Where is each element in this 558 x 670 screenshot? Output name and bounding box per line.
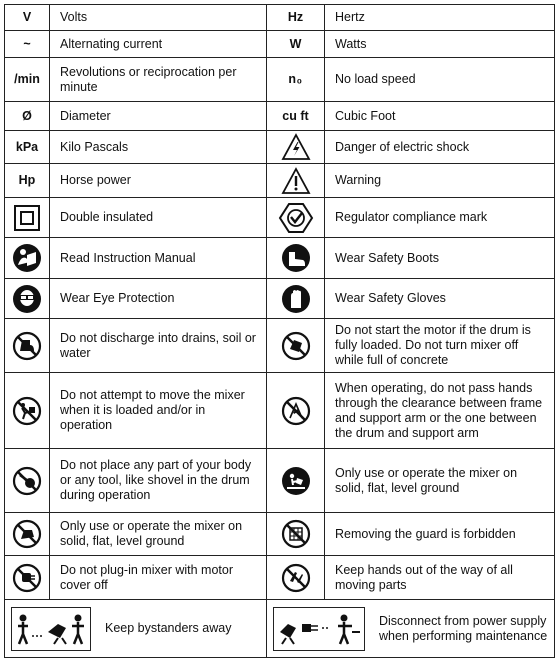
table-row [5, 279, 555, 319]
no-discharge-label: Do not discharge into drains, soil or water [50, 319, 267, 373]
per-minute-label: Revolutions or reciprocation per minute [50, 58, 267, 102]
regulator-compliance-mark-icon [267, 198, 325, 238]
table-row [5, 198, 555, 238]
safety-boots-label: Wear Safety Boots [325, 238, 555, 279]
disconnect-power-icon [273, 607, 365, 651]
electric-shock-label: Danger of electric shock [325, 131, 555, 164]
kilo-pascals-label: Kilo Pascals [50, 131, 267, 164]
no-start-loaded-icon [267, 319, 325, 373]
table-row [5, 373, 555, 449]
keep-hands-out-label: Keep hands out of the way of all moving parts [325, 556, 555, 600]
no-body-in-drum-icon [5, 449, 50, 513]
level-ground-icon [267, 449, 325, 513]
double-insulated-label: Double insulated [50, 198, 267, 238]
no-start-loaded-label: Do not start the motor if the drum is fully loaded. Do not turn mixer off while full of concrete [325, 319, 555, 373]
warning-label: Warning [325, 164, 555, 198]
safety-gloves-label: Wear Safety Gloves [325, 279, 555, 319]
cubic-foot-symbol: cu ft [267, 102, 325, 131]
table-row [5, 319, 555, 373]
bystanders-cell [5, 600, 267, 658]
no-move-loaded-icon [5, 373, 50, 449]
eye-protection-label: Wear Eye Protection [50, 279, 267, 319]
table-row [5, 449, 555, 513]
electric-shock-warning-icon [267, 131, 325, 164]
warning-triangle-icon [267, 164, 325, 198]
horse-power-label: Horse power [50, 164, 267, 198]
no-hands-clearance-icon [267, 373, 325, 449]
horse-power-symbol: Hp [5, 164, 50, 198]
read-manual-label: Read Instruction Manual [50, 238, 267, 279]
no-remove-guard-icon [267, 513, 325, 556]
level-ground-icon [5, 513, 50, 556]
volts-label: Volts [50, 5, 267, 31]
safety-boots-icon [267, 238, 325, 279]
no-remove-guard-label: Removing the guard is forbidden [325, 513, 555, 556]
cubic-foot-label: Cubic Foot [325, 102, 555, 131]
per-minute-symbol: /min [5, 58, 50, 102]
level-ground-label: Only use or operate the mixer on solid, flat, level ground [325, 449, 555, 513]
no-plug-in-icon [5, 556, 50, 600]
keep-hands-out-icon [267, 556, 325, 600]
table-row [5, 102, 555, 131]
eye-protection-icon [5, 279, 50, 319]
kilo-pascals-symbol: kPa [5, 131, 50, 164]
alternating-current-label: Alternating current [50, 31, 267, 58]
table-row [5, 164, 555, 198]
watts-label: Watts [325, 31, 555, 58]
hertz-label: Hertz [325, 5, 555, 31]
no-load-speed-symbol: n₀ [267, 58, 325, 102]
diameter-label: Diameter [50, 102, 267, 131]
double-insulated-icon [5, 198, 50, 238]
no-move-loaded-label: Do not attempt to move the mixer when it is loaded and/or in operation [50, 373, 267, 449]
read-manual-icon [5, 238, 50, 279]
no-hands-clearance-label: When operating, do not pass hands through the clearance between frame and support arm or the one between the drum and support arm [325, 373, 555, 449]
table-row [5, 556, 555, 600]
keep-bystanders-away-icon [11, 607, 91, 651]
disconnect-power-label: Disconnect from power supply when performing maintenance [379, 613, 548, 643]
no-load-speed-label: No load speed [325, 58, 555, 102]
table-row [5, 600, 555, 658]
no-plug-in-label: Do not plug-in mixer with motor cover off [50, 556, 267, 600]
volts-symbol: V [5, 5, 50, 31]
table-row [5, 131, 555, 164]
watts-symbol: W [267, 31, 325, 58]
disconnect-cell [267, 600, 555, 658]
table-row [5, 5, 555, 31]
no-discharge-icon [5, 319, 50, 373]
level-ground-label-left: Only use or operate the mixer on solid, flat, level ground [50, 513, 267, 556]
bystanders-wrap [5, 601, 266, 657]
table-row [5, 513, 555, 556]
safety-gloves-icon [267, 279, 325, 319]
table-row [5, 238, 555, 279]
keep-bystanders-away-label: Keep bystanders away [105, 621, 232, 635]
no-body-in-drum-label: Do not place any part of your body or any tool, like shovel in the drum during operation [50, 449, 267, 513]
alternating-current-symbol: ~ [5, 31, 50, 58]
disconnect-wrap [267, 601, 554, 657]
symbol-legend-table [4, 4, 555, 658]
regulator-compliance-label: Regulator compliance mark [325, 198, 555, 238]
diameter-symbol: Ø [5, 102, 50, 131]
table-row [5, 58, 555, 102]
hertz-symbol: Hz [267, 5, 325, 31]
table-row [5, 31, 555, 58]
